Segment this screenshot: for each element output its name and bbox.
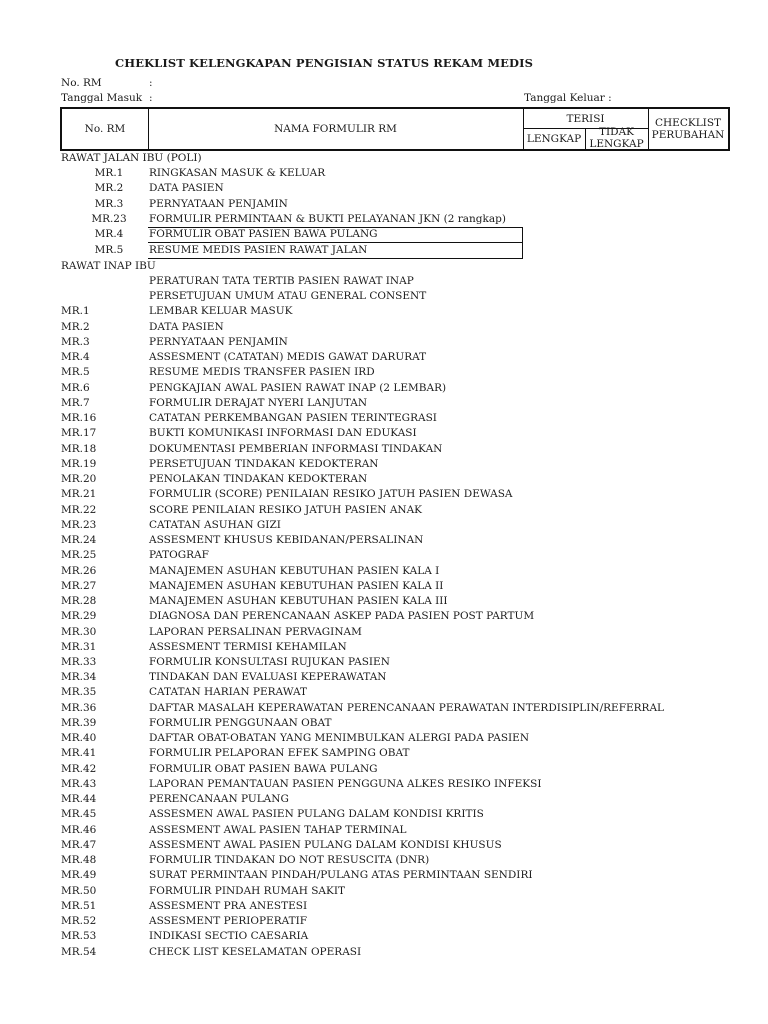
form-code: MR.5 [61, 366, 90, 379]
section-rawat-jalan [0, 151, 768, 166]
form-code: MR.40 [61, 732, 97, 745]
form-name: FORMULIR TINDAKAN DO NOT RESUSCITA (DNR) [149, 854, 430, 867]
form-code: MR.1 [94, 167, 124, 179]
form-name: LAPORAN PERSALINAN PERVAGINAM [149, 625, 362, 638]
list-item [0, 884, 768, 899]
form-name: DATA PASIEN [149, 320, 224, 333]
list-item [0, 442, 768, 457]
list-item [0, 335, 768, 350]
form-code: MR.49 [61, 869, 97, 882]
list-item [0, 289, 768, 304]
form-name: PERATURAN TATA TERTIB PASIEN RAWAT INAP [149, 275, 414, 287]
form-name: FORMULIR OBAT PASIEN BAWA PULANG [149, 228, 378, 241]
list-item [0, 518, 768, 533]
form-name: ASSESMENT AWAL PASIEN PULANG DALAM KONDISI KHUSUS [149, 838, 502, 851]
checklist-header-table [60, 107, 730, 151]
form-code: MR.22 [61, 503, 97, 516]
form-name: PERNYATAAN PENJAMIN [149, 335, 288, 348]
form-code: MR.42 [61, 762, 97, 775]
form-code: MR.7 [61, 396, 90, 409]
form-code: MR.52 [61, 915, 97, 928]
form-name: FORMULIR PENGGUNAAN OBAT [149, 716, 332, 729]
form-name: FORMULIR OBAT PASIEN BAWA PULANG [149, 762, 378, 775]
form-name: INDIKASI SECTIO CAESARIA [149, 930, 309, 943]
list-item [0, 609, 768, 624]
form-name: ASSESMENT PRA ANESTESI [149, 899, 308, 912]
list-item [0, 411, 768, 426]
list-item [0, 838, 768, 853]
list-item [0, 396, 768, 411]
form-name: FORMULIR PELAPORAN EFEK SAMPING OBAT [149, 747, 410, 760]
form-name: PERSETUJUAN TINDAKAN KEDOKTERAN [149, 457, 379, 470]
list-item [0, 762, 768, 777]
list-item [0, 564, 768, 579]
section-rawat-inap [0, 259, 768, 274]
form-name: MANAJEMEN ASUHAN KEBUTUHAN PASIEN KALA III [149, 595, 448, 608]
form-name: PATOGRAF [149, 549, 209, 562]
form-name: CATATAN HARIAN PERAWAT [149, 686, 307, 699]
form-name: DIAGNOSA DAN PERENCANAAN ASKEP PADA PASIEN POST PARTUM [149, 610, 535, 623]
form-code: MR.26 [61, 564, 97, 577]
form-code: MR.30 [61, 625, 97, 638]
form-code: MR.43 [61, 777, 97, 790]
list-item [0, 640, 768, 655]
list-item [0, 548, 768, 563]
form-name: LEMBAR KELUAR MASUK [149, 305, 293, 318]
form-code: MR.23 [91, 212, 127, 225]
highlighted-rows-box [148, 227, 523, 259]
form-code: MR.20 [61, 473, 97, 486]
form-code: MR.1 [61, 305, 90, 318]
form-name: ASSESMENT TERMISI KEHAMILAN [149, 640, 347, 653]
list-item [0, 685, 768, 700]
form-name: PERENCANAAN PULANG [149, 793, 289, 806]
form-code: MR.4 [94, 228, 124, 241]
form-name: DAFTAR OBAT-OBATAN YANG MENIMBULKAN ALERGI PADA PASIEN [149, 732, 530, 745]
form-name: FORMULIR KONSULTASI RUJUKAN PASIEN [149, 656, 390, 668]
list-item [0, 746, 768, 761]
list-item [0, 365, 768, 380]
form-name: SURAT PERMINTAAN PINDAH/PULANG ATAS PERMINTAAN SENDIRI [149, 869, 533, 882]
form-name: TINDAKAN DAN EVALUASI KEPERAWATAN [149, 671, 387, 684]
form-code: MR.5 [94, 243, 124, 256]
form-code: MR.21 [61, 488, 97, 501]
form-name: FORMULIR PERMINTAAN & BUKTI PELAYANAN JKN (2 rangkap) [149, 212, 506, 225]
form-code: MR.33 [61, 656, 97, 668]
form-code: MR.46 [61, 823, 97, 836]
form-code: MR.53 [61, 930, 97, 943]
form-name: ASSESMEN AWAL PASIEN PULANG DALAM KONDISI KRITIS [149, 808, 484, 821]
list-item [0, 212, 768, 227]
form-name: RINGKASAN MASUK & KELUAR [149, 167, 326, 179]
list-item [0, 350, 768, 365]
no-rm-label: No. RM [61, 77, 102, 89]
form-name: CHECK LIST KESELAMATAN OPERASI [149, 945, 362, 958]
form-code: MR.48 [61, 854, 97, 867]
header-lengkap: LENGKAP [526, 132, 582, 145]
form-code: MR.16 [61, 412, 97, 425]
form-code: MR.28 [61, 595, 97, 608]
form-name: FORMULIR DERAJAT NYERI LANJUTAN [149, 396, 368, 409]
list-item [0, 503, 768, 518]
form-name: PERNYATAAN PENJAMIN [149, 197, 288, 210]
form-name: ASSESMENT (CATATAN) MEDIS GAWAT DARURAT [149, 351, 427, 364]
list-item [0, 426, 768, 441]
form-code: MR.44 [61, 793, 97, 806]
list-item [0, 853, 768, 868]
header-tidak-lengkap: TIDAK LENGKAP [589, 126, 644, 150]
header-terisi: TERISI [566, 112, 605, 125]
form-name: LAPORAN PEMANTAUAN PASIEN PENGGUNA ALKES RESIKO INFEKSI [149, 777, 542, 790]
form-name: PENGKAJIAN AWAL PASIEN RAWAT INAP (2 LEMBAR) [149, 381, 447, 394]
list-item [0, 792, 768, 807]
list-item [0, 914, 768, 929]
form-code: MR.29 [61, 610, 97, 623]
form-name: ASSESMENT KHUSUS KEBIDANAN/PERSALINAN [149, 534, 424, 547]
list-item [0, 381, 768, 396]
form-name: FORMULIR PINDAH RUMAH SAKIT [149, 884, 346, 897]
form-code: MR.24 [61, 534, 97, 547]
form-name: PENOLAKAN TINDAKAN KEDOKTERAN [149, 473, 368, 486]
form-code: MR.36 [61, 701, 97, 714]
form-code: MR.18 [61, 442, 97, 455]
list-item [0, 670, 768, 685]
form-name: ASSESMENT PERIOPERATIF [149, 915, 308, 928]
form-name: PERSETUJUAN UMUM ATAU GENERAL CONSENT [149, 290, 427, 303]
list-item [0, 716, 768, 731]
list-item [0, 533, 768, 548]
header-nama-formulir: NAMA FORMULIR RM [274, 123, 397, 135]
list-item [0, 274, 768, 289]
form-code: MR.2 [61, 320, 90, 333]
highlighted-rows-divider [148, 242, 522, 243]
form-name: CATATAN PERKEMBANGAN PASIEN TERINTEGRASI [149, 412, 437, 425]
list-item [0, 304, 768, 319]
section-label: RAWAT JALAN IBU (POLI) [61, 152, 202, 164]
list-item [0, 929, 768, 944]
form-name: SCORE PENILAIAN RESIKO JATUH PASIEN ANAK [149, 503, 423, 516]
list-item [0, 197, 768, 212]
form-code: MR.41 [61, 747, 97, 760]
form-code: MR.25 [61, 549, 97, 562]
list-item [0, 868, 768, 883]
form-code: MR.4 [61, 351, 90, 364]
form-name: DATA PASIEN [149, 182, 224, 195]
list-item [0, 807, 768, 822]
form-code: MR.34 [61, 671, 97, 684]
list-item [0, 457, 768, 472]
tanggal-masuk-label: Tanggal Masuk [61, 92, 143, 104]
form-name: RESUME MEDIS TRANSFER PASIEN IRD [149, 366, 375, 379]
form-code: MR.47 [61, 838, 97, 851]
list-item [0, 899, 768, 914]
list-item [0, 487, 768, 502]
list-item [0, 701, 768, 716]
form-name: MANAJEMEN ASUHAN KEBUTUHAN PASIEN KALA II [149, 579, 444, 592]
section-label: RAWAT INAP IBU [61, 260, 156, 272]
list-item [0, 625, 768, 640]
list-item [0, 320, 768, 335]
form-name: BUKTI KOMUNIKASI INFORMASI DAN EDUKASI [149, 427, 417, 440]
list-item [0, 594, 768, 609]
header-checklist-perubahan: CHECKLIST PERUBAHAN [651, 117, 725, 141]
form-code: MR.51 [61, 899, 97, 912]
form-code: MR.3 [61, 335, 90, 348]
list-item [0, 472, 768, 487]
form-code: MR.27 [61, 579, 97, 592]
form-code: MR.54 [61, 945, 97, 958]
form-code: MR.17 [61, 427, 97, 440]
no-rm-separator: : [149, 77, 153, 89]
tanggal-masuk-separator: : [149, 92, 153, 104]
form-code: MR.31 [61, 640, 97, 653]
header-no-rm: No. RM [84, 123, 126, 135]
form-code: MR.23 [61, 518, 97, 531]
form-code: MR.3 [94, 197, 124, 210]
form-code: MR.6 [61, 381, 90, 394]
form-code: MR.39 [61, 716, 97, 729]
list-item [0, 731, 768, 746]
form-name: ASSESMENT AWAL PASIEN TAHAP TERMINAL [149, 823, 407, 836]
form-code: MR.45 [61, 808, 97, 821]
form-name: RESUME MEDIS PASIEN RAWAT JALAN [149, 243, 368, 256]
list-item [0, 945, 768, 960]
form-code: MR.50 [61, 884, 97, 897]
form-code: MR.2 [94, 182, 124, 195]
form-name: DOKUMENTASI PEMBERIAN INFORMASI TINDAKAN [149, 442, 443, 455]
form-name: FORMULIR (SCORE) PENILAIAN RESIKO JATUH PASIEN DEWASA [149, 488, 513, 501]
list-item [0, 655, 768, 670]
list-item [0, 823, 768, 838]
form-name: MANAJEMEN ASUHAN KEBUTUHAN PASIEN KALA I [149, 564, 440, 577]
list-item [0, 777, 768, 792]
form-name: DAFTAR MASALAH KEPERAWATAN PERENCANAAN PERAWATAN INTERDISIPLIN/REFERRAL [149, 701, 665, 714]
list-item [0, 181, 768, 196]
form-code: MR.19 [61, 457, 97, 470]
list-item [0, 579, 768, 594]
tanggal-keluar-label: Tanggal Keluar : [524, 92, 612, 104]
page-title: CHEKLIST KELENGKAPAN PENGISIAN STATUS REKAM MEDIS [115, 56, 533, 70]
list-item [0, 166, 768, 181]
form-name: CATATAN ASUHAN GIZI [149, 518, 281, 531]
form-code: MR.35 [61, 686, 97, 699]
